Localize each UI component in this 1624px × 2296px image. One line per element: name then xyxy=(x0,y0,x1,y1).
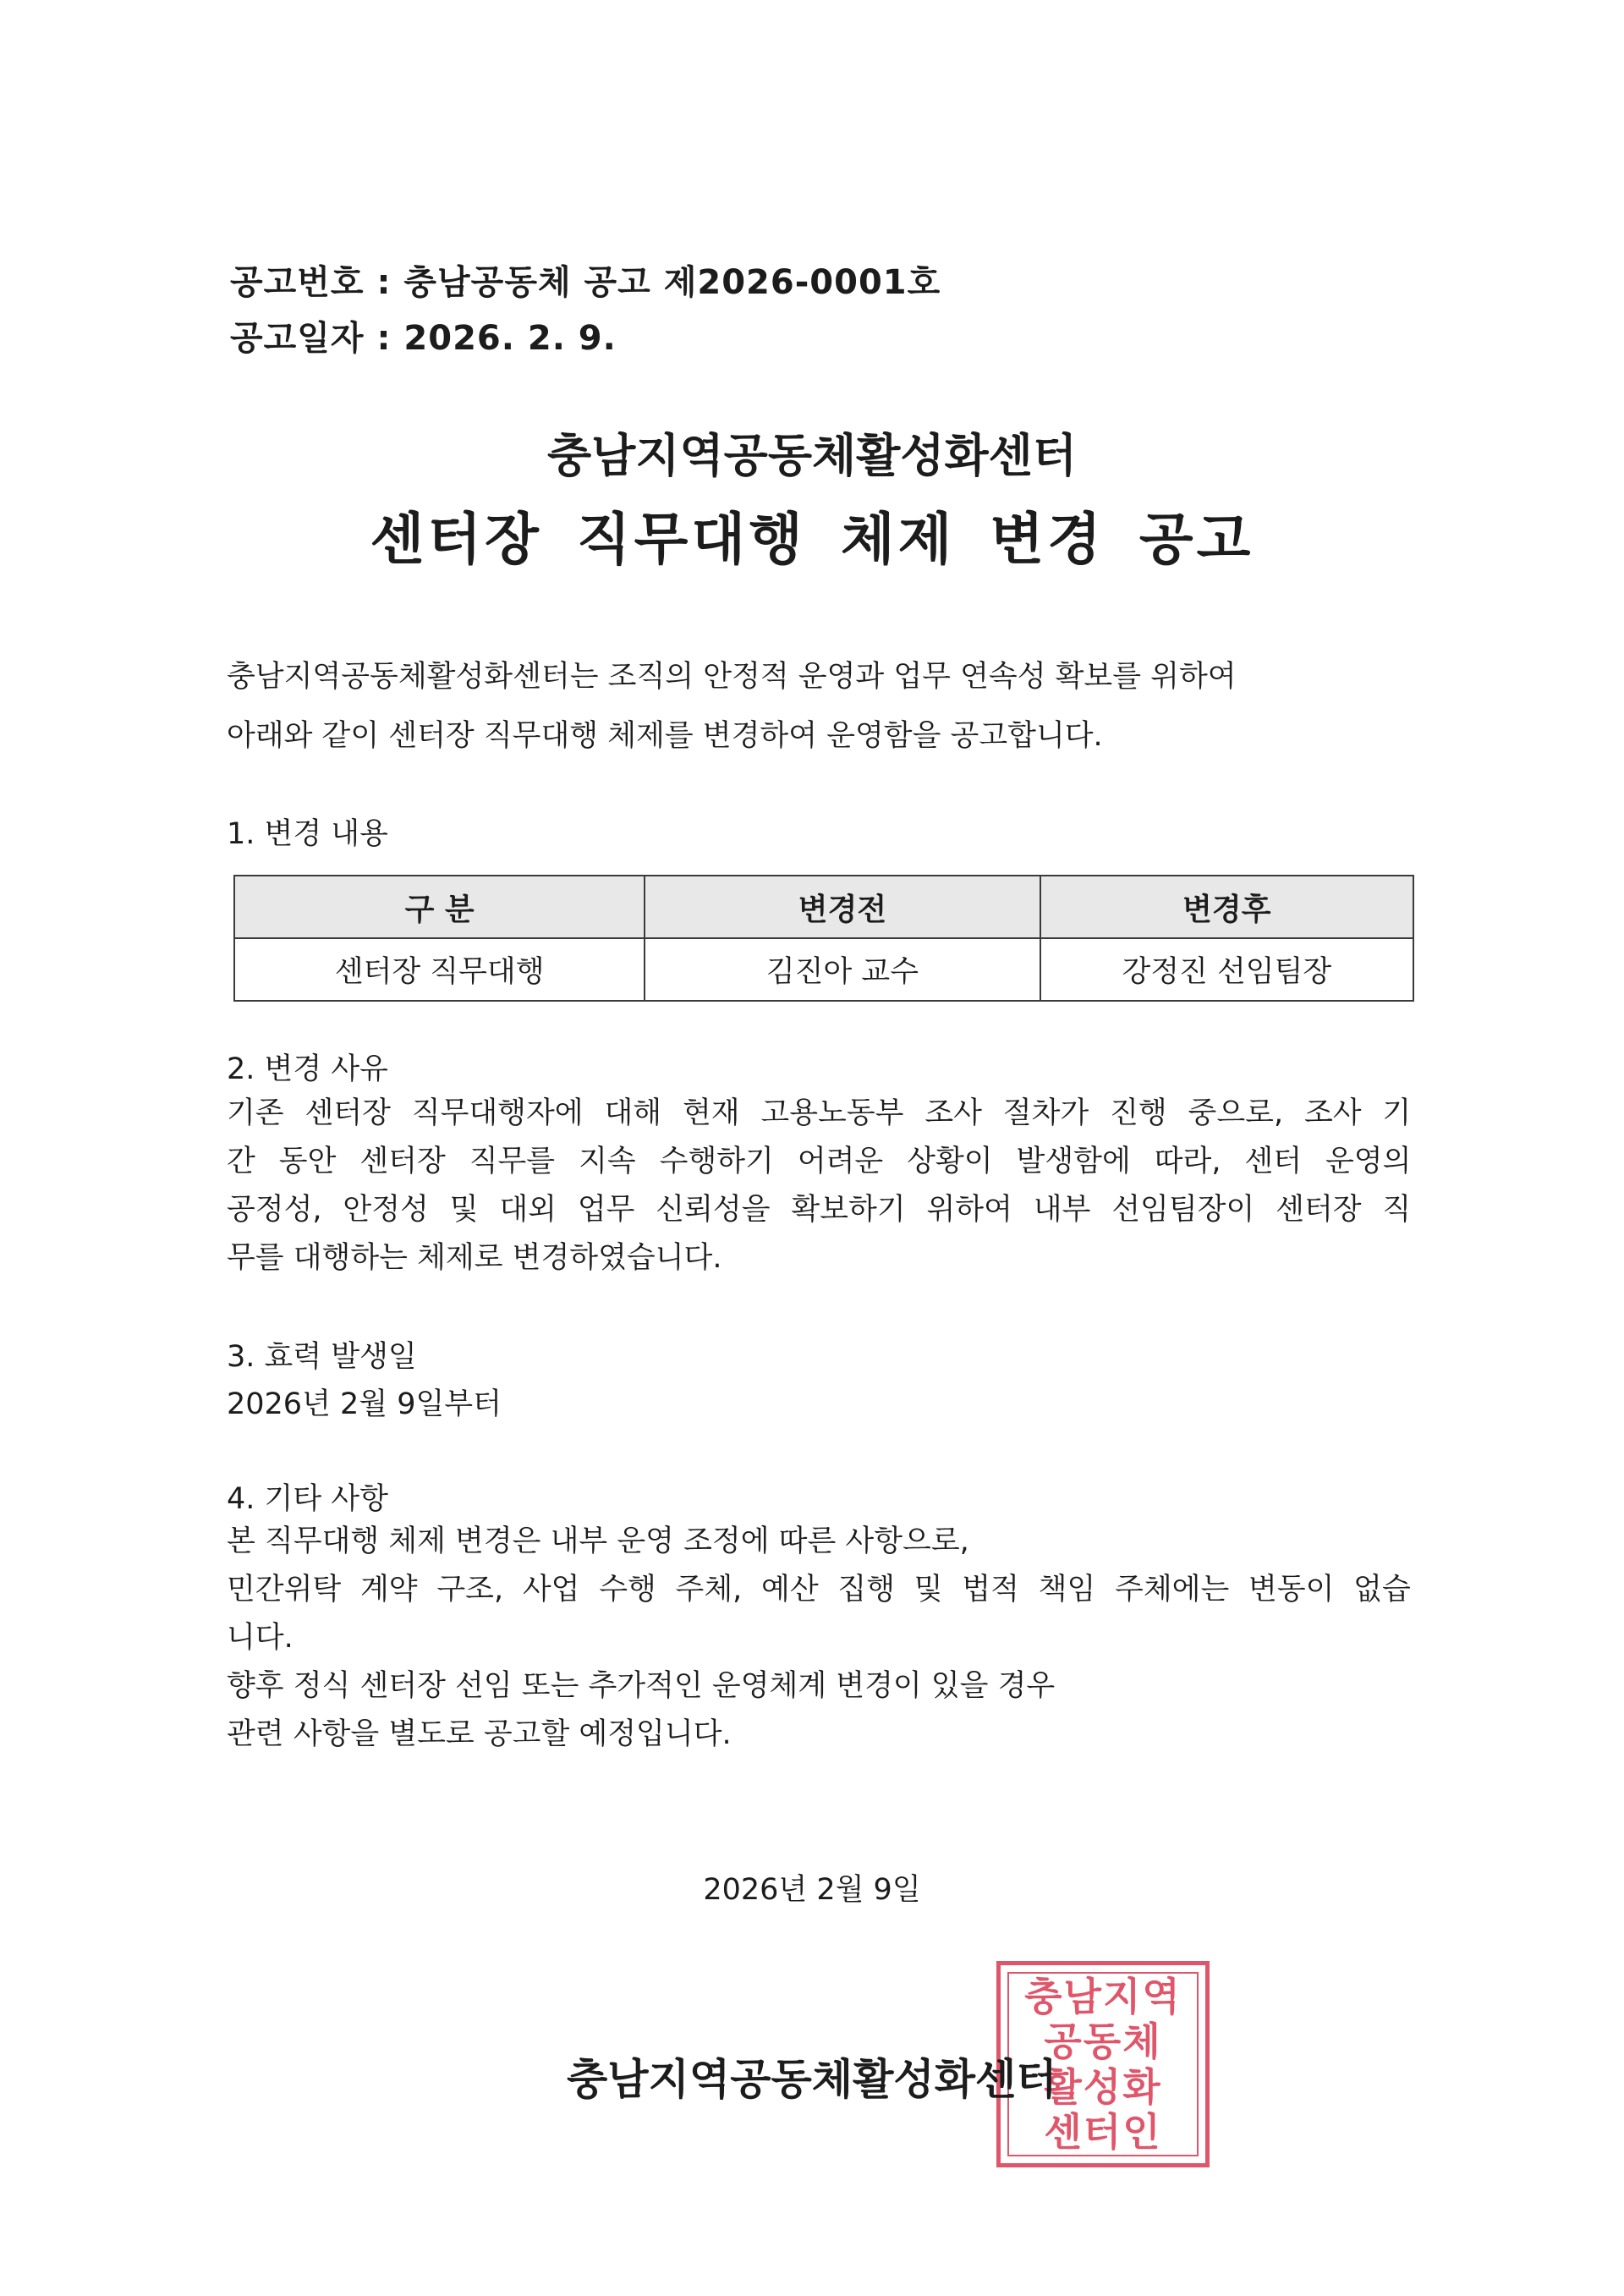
reason-line: 간 동안 센터장 직무를 지속 수행하기 어려운 상황이 발생함에 따라, 센터 운영의 xyxy=(227,1145,1412,1178)
column-header-after: 변경후 xyxy=(1040,876,1413,938)
seal-text: 센터인 xyxy=(1044,2109,1162,2156)
change-table xyxy=(233,875,1414,1002)
cell-before: 김진아 교수 xyxy=(645,938,1040,1001)
seal-text: 공동체 xyxy=(1044,2019,1162,2065)
reason-line: 공정성, 안정성 및 대외 업무 신뢰성을 확보하기 위하여 내부 선임팀장이 센터장 직 xyxy=(227,1193,1412,1227)
column-header-before: 변경전 xyxy=(645,876,1040,938)
cell-after: 강정진 선임팀장 xyxy=(1040,938,1413,1001)
table-row xyxy=(234,938,1413,1001)
other-line: 니다. xyxy=(227,1621,294,1655)
intro-line: 충남지역공동체활성화센터는 조직의 안정적 운영과 업무 연속성 확보를 위하여 xyxy=(227,660,1237,694)
intro-line: 아래와 같이 센터장 직무대행 체제를 변경하여 운영함을 공고합니다. xyxy=(227,719,1103,753)
intro-paragraph xyxy=(227,651,1411,770)
notice-number: 공고번호 : 충남공동체 공고 제2026-0001호 xyxy=(230,263,941,302)
other-line: 향후 정식 센터장 선임 또는 추가적인 운영체계 변경이 있을 경우 xyxy=(227,1669,1056,1703)
section-4-heading: 4. 기타 사항 xyxy=(227,1482,388,1516)
other-line: 민간위탁 계약 구조, 사업 수행 주체, 예산 집행 및 법적 책임 주체에는 변동이 없습 xyxy=(227,1573,1411,1607)
section-1-heading: 1. 변경 내용 xyxy=(227,817,388,851)
section-3-heading: 3. 효력 발생일 xyxy=(227,1340,417,1374)
footer-organization: 충남지역공동체활성화센터 xyxy=(567,2055,1057,2104)
organization-title: 충남지역공동체활성화센터 xyxy=(547,429,1077,482)
table-header-row xyxy=(234,876,1413,938)
reason-line: 기존 센터장 직무대행자에 대해 현재 고용노동부 조사 절차가 진행 중으로, 조사 기 xyxy=(227,1096,1412,1130)
other-line: 본 직무대행 체제 변경은 내부 운영 조정에 따른 사항으로, xyxy=(227,1524,969,1558)
seal-text: 활성화 xyxy=(1044,2063,1162,2110)
effective-date: 2026년 2월 9일부터 xyxy=(227,1387,502,1421)
footer-date: 2026년 2월 9일 xyxy=(703,1873,921,1907)
document-title: 센터장 직무대행 체제 변경 공고 xyxy=(370,507,1254,572)
section-2-body xyxy=(227,1090,1411,1283)
notice-date: 공고일자 : 2026. 2. 9. xyxy=(230,319,617,358)
seal-text: 충남지역 xyxy=(1024,1973,1182,2019)
other-line: 관련 사항을 별도로 공고할 예정입니다. xyxy=(227,1717,732,1751)
cell-category: 센터장 직무대행 xyxy=(234,938,645,1001)
section-2-heading: 2. 변경 사유 xyxy=(227,1052,388,1086)
column-header-category: 구 분 xyxy=(234,876,645,938)
reason-line: 무를 대행하는 체제로 변경하였습니다. xyxy=(227,1241,722,1275)
section-4-body xyxy=(227,1518,1411,1759)
